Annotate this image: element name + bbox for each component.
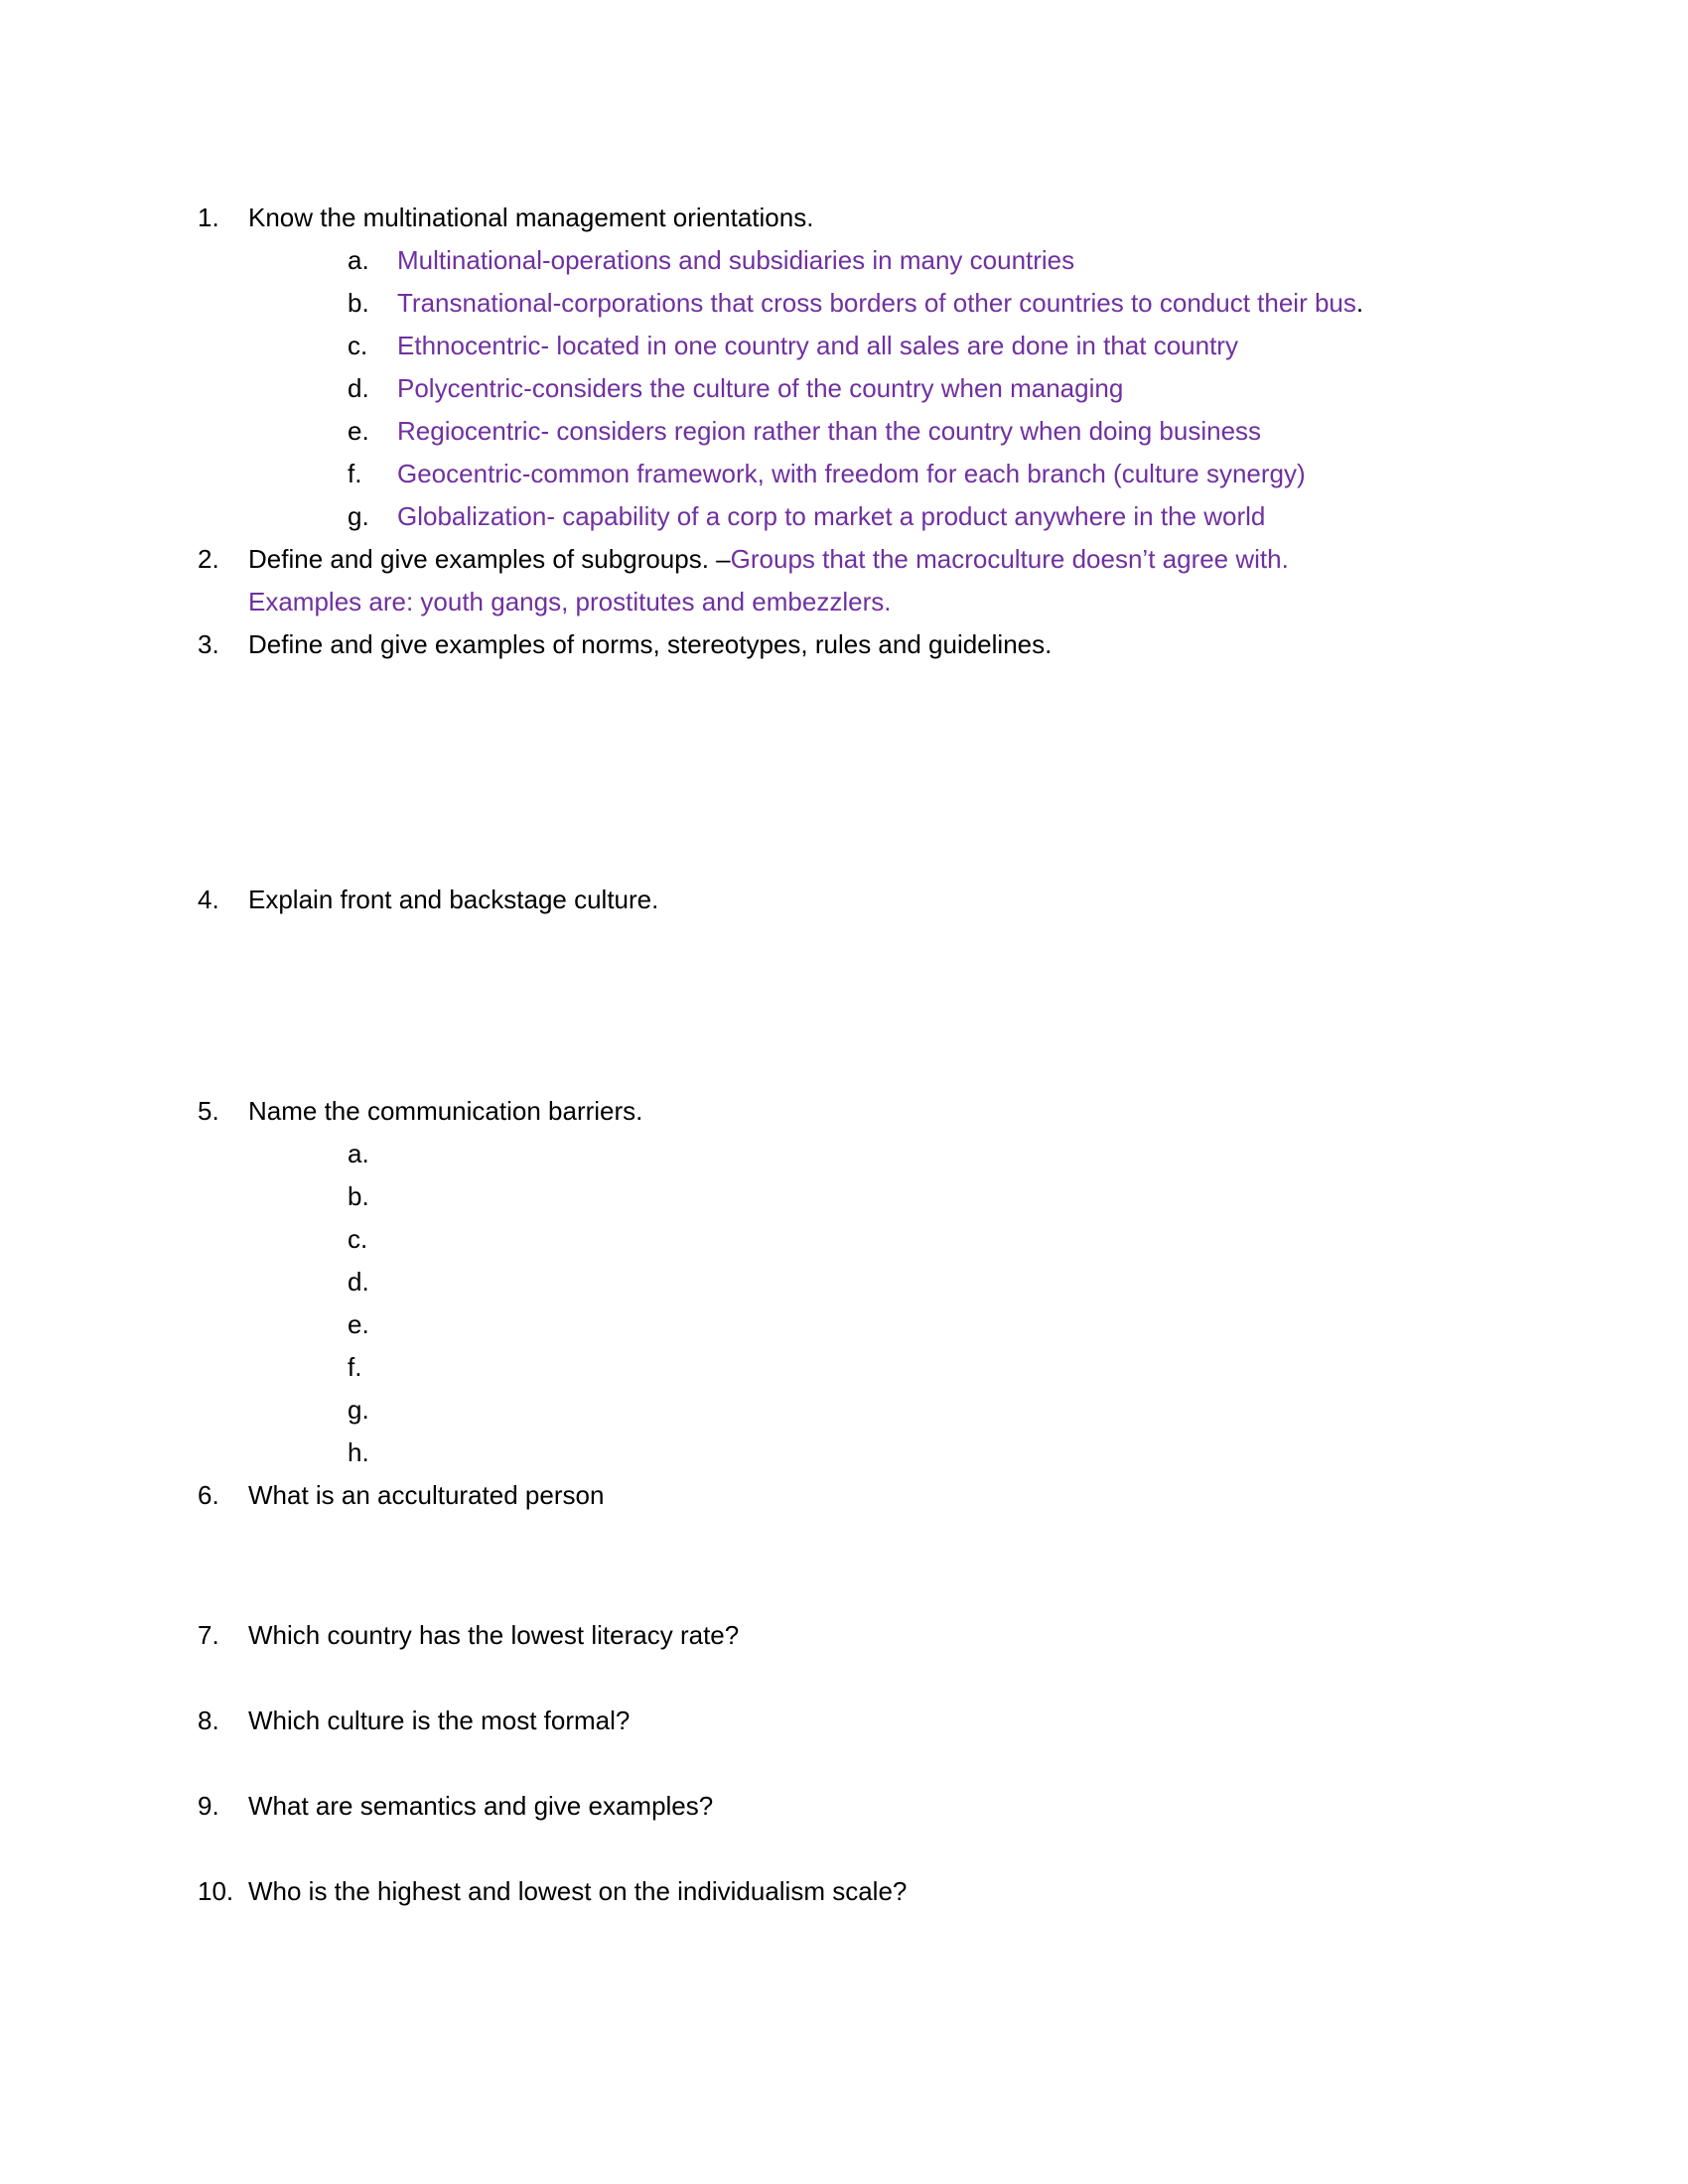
subitem-letter: g.: [348, 501, 369, 531]
subitem-letter: a.: [348, 1139, 369, 1168]
question-text: Know the multinational management orientations.: [248, 203, 814, 232]
question-text: Which country has the lowest literacy rate?: [248, 1620, 740, 1650]
subitem-letter: c.: [348, 331, 368, 360]
subitem-tail: .: [1355, 288, 1364, 318]
question-number: 10.: [198, 1876, 234, 1906]
question-answer: Examples are: youth gangs, prostitutes and embezzlers.: [248, 587, 892, 616]
question-text: Name the communication barriers.: [248, 1096, 643, 1126]
question-text: Which culture is the most formal?: [248, 1706, 631, 1735]
subitem-letter: b.: [348, 288, 369, 318]
question-text: Define and give examples of subgroups. –: [248, 544, 731, 574]
question-number: 9.: [198, 1791, 219, 1821]
subitem-letter: h.: [348, 1437, 369, 1467]
subitem-letter: c.: [348, 1224, 368, 1254]
subitem-letter: f.: [348, 459, 362, 488]
question-answer: Groups that the macroculture doesn’t agree with.: [730, 544, 1289, 574]
question-number: 4.: [198, 885, 219, 914]
question-number: 6.: [198, 1480, 219, 1510]
question-text: Explain front and backstage culture.: [248, 885, 659, 914]
subitem-letter: b.: [348, 1181, 369, 1211]
subitem-letter: d.: [348, 373, 369, 403]
subitem-letter: g.: [348, 1395, 369, 1425]
subitem-answer: Globalization- capability of a corp to market a product anywhere in the world: [397, 501, 1266, 531]
question-text: Define and give examples of norms, stereotypes, rules and guidelines.: [248, 629, 1053, 659]
question-number: 7.: [198, 1620, 219, 1650]
subitem-answer: Multinational-operations and subsidiaries in many countries: [397, 245, 1075, 275]
question-text: Who is the highest and lowest on the individualism scale?: [248, 1876, 908, 1906]
subitem-letter: e.: [348, 416, 369, 446]
question-number: 5.: [198, 1096, 219, 1126]
subitem-answer: Geocentric-common framework, with freedom for each branch (culture synergy): [397, 459, 1306, 488]
question-number: 2.: [198, 544, 219, 574]
question-number: 3.: [198, 629, 219, 659]
subitem-answer: Transnational-corporations that cross borders of other countries to conduct their bus: [397, 288, 1356, 318]
question-text: What are semantics and give examples?: [248, 1791, 714, 1821]
question-number: 1.: [198, 203, 219, 232]
question-number: 8.: [198, 1706, 219, 1735]
subitem-letter: d.: [348, 1267, 369, 1297]
question-text: What is an acculturated person: [248, 1480, 605, 1510]
subitem-letter: e.: [348, 1309, 369, 1339]
subitem-answer: Regiocentric- considers region rather than the country when doing business: [397, 416, 1262, 446]
subitem-letter: a.: [348, 245, 369, 275]
subitem-letter: f.: [348, 1352, 362, 1382]
subitem-answer: Ethnocentric- located in one country and all sales are done in that country: [397, 331, 1238, 360]
subitem-answer: Polycentric-considers the culture of the country when managing: [397, 373, 1124, 403]
